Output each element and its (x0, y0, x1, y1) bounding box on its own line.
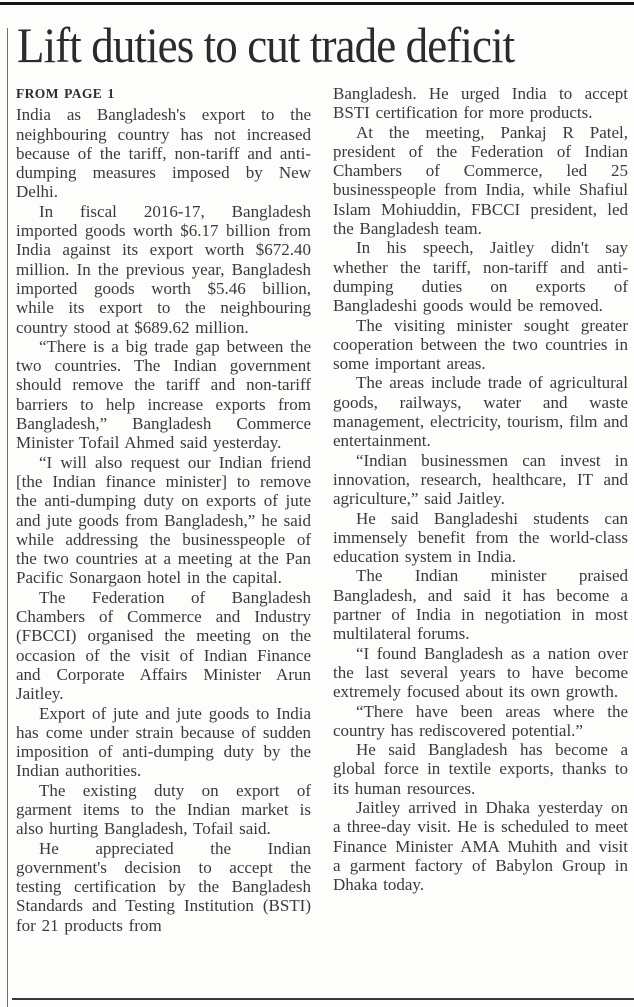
article-paragraph: The visiting minister sought greater cooperation between the two countries in some important areas. (333, 315, 628, 374)
article-paragraph: He said Bangladesh has become a global force in textile exports, thanks to its human resources. (333, 740, 628, 798)
article-paragraph: Export of jute and jute goods to India has come under strain because of sudden imposition of anti-dumping duty by the Indian authorities. (16, 703, 311, 781)
article-paragraph: At the meeting, Pankaj R Patel, president of the Federation of Indian Chambers of Commerce, led 25 businesspeople from India, while Shafiul Islam Mohiuddin, FBCCI president, led the Bangladesh team. (333, 122, 628, 239)
article-paragraph: The Indian minister praised Bangladesh, and said it has become a partner of India in negotiation in most multilateral forums. (333, 566, 628, 644)
article-paragraph: India as Bangladesh's export to the neighbouring country has not increased because of the tariff, non-tariff and anti-dumping measures imposed by New Delhi. (16, 105, 311, 202)
article-paragraph: The Federation of Bangladesh Chambers of Commerce and Industry (FBCCI) organised the meeting on the occasion of the visit of Indian Finance and Corporate Affairs Minister Arun Jaitley. (16, 587, 311, 704)
article-paragraph: He said Bangladeshi students can immensely benefit from the world-class education system in India. (333, 508, 628, 567)
article-paragraph: “I found Bangladesh as a nation over the last several years to have become extremely focused about its own growth. (333, 643, 628, 702)
article-paragraph: “There have been areas where the country has rediscovered potential.” (333, 701, 628, 740)
bottom-rule (12, 998, 634, 1000)
article-paragraph: “I will also request our Indian friend [the Indian finance minister] to remove the anti-dumping duty on exports of jute and jute goods from Bangladesh,” he said while addressing the businesspeople of the two countries at a meeting at the Pan Pacific Sonargaon hotel in the capital. (16, 452, 311, 588)
article-column-left (16, 84, 311, 935)
left-column-paragraphs (16, 105, 311, 935)
article-paragraph: In fiscal 2016-17, Bangladesh imported goods worth $6.17 billion from India against its export worth $672.40 million. In the previous year, Bangladesh imported goods worth $5.46 billion, while its export to the neighbouring country stood at $689.62 million. (16, 201, 311, 337)
article-paragraph: In his speech, Jaitley didn't say whether the tariff, non-tariff and anti-dumping duties on exports of Bangladeshi goods would be removed. (333, 238, 628, 316)
article-paragraph: Jaitley arrived in Dhaka yesterday on a three-day visit. He is scheduled to meet Finance Minister AMA Muhith and visit a garment factory of Babylon Group in Dhaka today. (333, 797, 628, 895)
article-paragraph: He appreciated the Indian government's decision to accept the testing certification by the Bangladesh Standards and Testing Institution (BSTI) for 21 products from (16, 838, 311, 935)
article-paragraph: “Indian businessmen can invest in innovation, research, healthcare, IT and agriculture,” said Jaitley. (333, 450, 628, 509)
top-rule (0, 2, 634, 5)
article-paragraph: “There is a big trade gap between the two countries. The Indian government should remove the tariff and non-tariff barriers to help increase exports from Bangladesh,” Bangladesh Commerce Minister Tofail Ahmed said yesterday. (16, 336, 311, 453)
from-page-label: FROM PAGE 1 (16, 86, 115, 101)
article-paragraph: Bangladesh. He urged India to accept BSTI certification for more products. (333, 84, 628, 123)
left-edge-rule (7, 28, 8, 1007)
article-headline: Lift duties to cut trade deficit (17, 17, 515, 73)
article-paragraph: The existing duty on export of garment items to the Indian market is also hurting Bangladesh, Tofail said. (16, 780, 311, 839)
article-paragraph: The areas include trade of agricultural goods, railways, water and waste management, electricity, tourism, film and entertainment. (333, 373, 628, 451)
article-body (16, 84, 628, 935)
article-column-right (333, 84, 628, 935)
